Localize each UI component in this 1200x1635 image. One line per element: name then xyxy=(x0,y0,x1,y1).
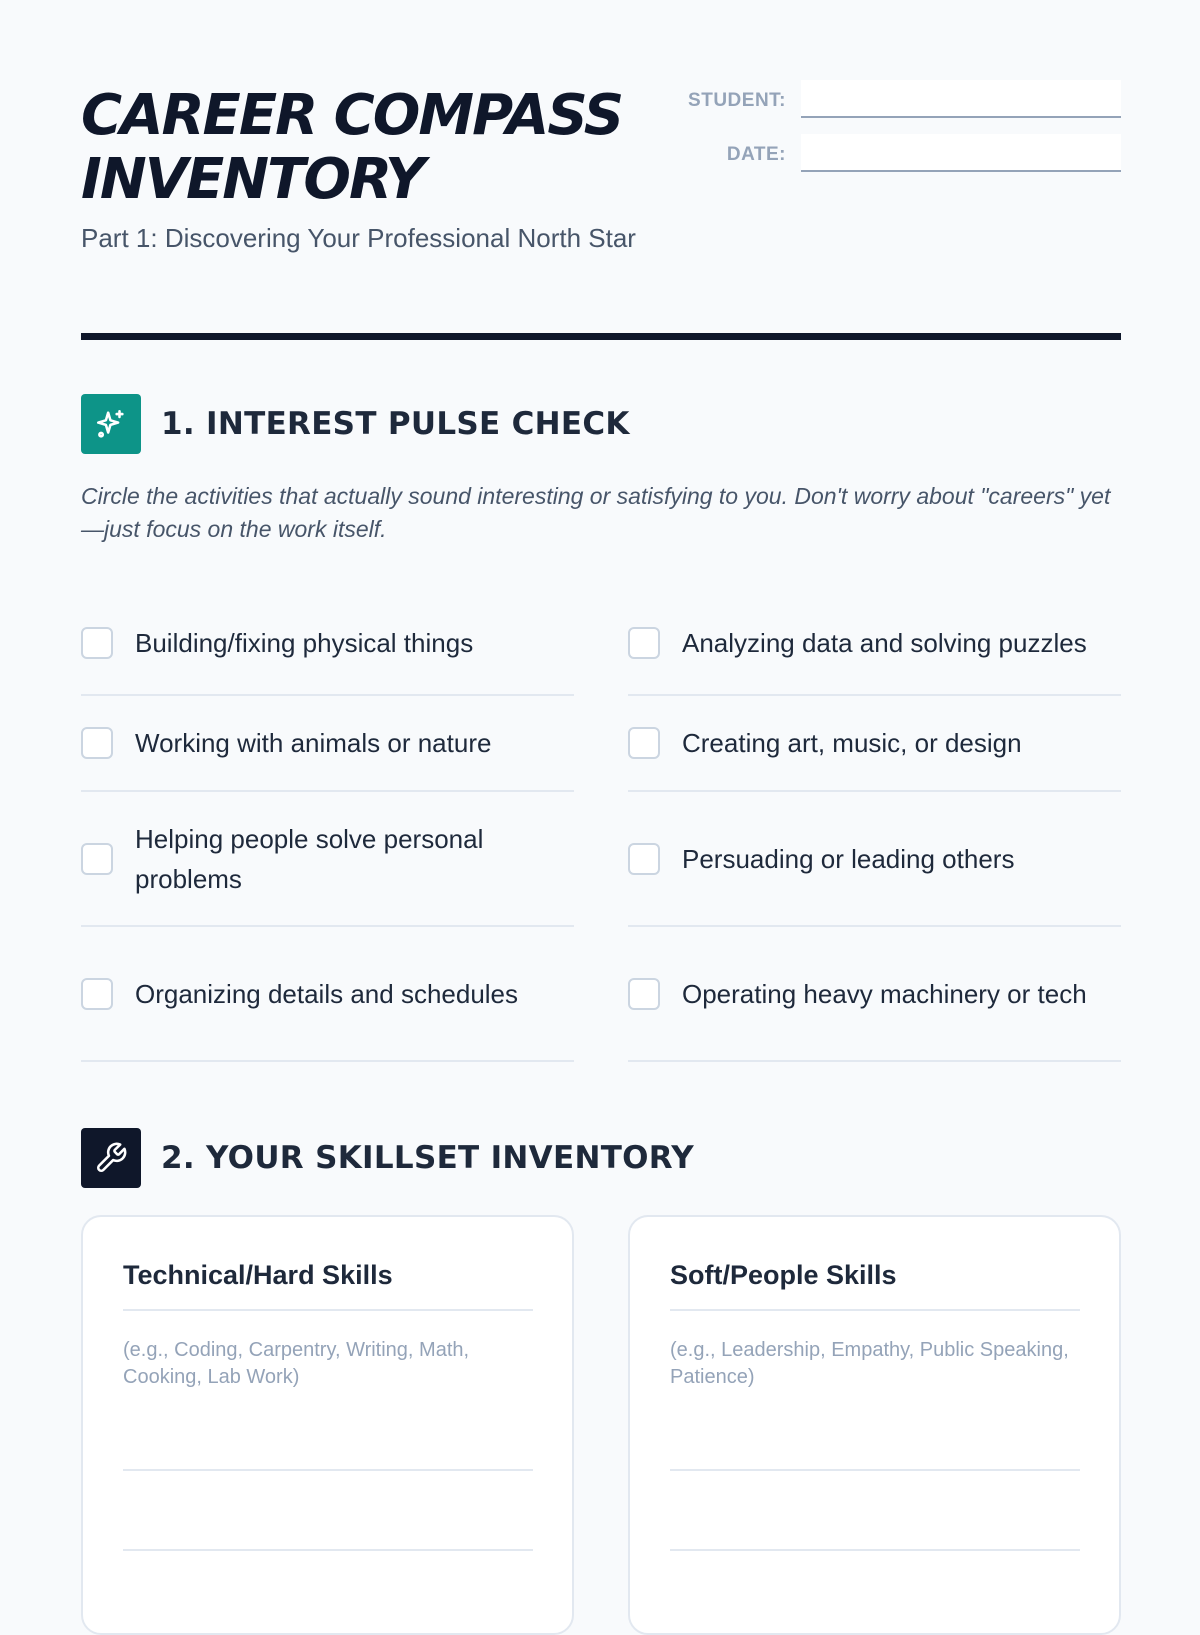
worksheet-header xyxy=(81,80,1121,290)
writing-line[interactable] xyxy=(123,1549,533,1551)
checkbox[interactable] xyxy=(628,978,660,1010)
writing-line[interactable] xyxy=(670,1549,1080,1551)
writing-line[interactable] xyxy=(123,1469,533,1471)
interest-option[interactable] xyxy=(81,592,574,696)
date-row xyxy=(681,134,1121,174)
student-name-field[interactable] xyxy=(801,80,1121,118)
interest-option-label: Building/fixing physical things xyxy=(135,628,474,658)
hard-skills-card xyxy=(81,1215,574,1635)
card-hint: (e.g., Leadership, Empathy, Public Speaking, Patience) xyxy=(670,1339,1069,1388)
interest-option-label: Operating heavy machinery or tech xyxy=(682,978,1087,1009)
writing-line[interactable] xyxy=(670,1469,1080,1471)
date-field[interactable] xyxy=(801,134,1121,172)
checkbox[interactable] xyxy=(81,978,113,1010)
interest-option[interactable] xyxy=(81,927,574,1062)
section-interest-header xyxy=(81,394,1121,454)
date-label: DATE: xyxy=(726,144,786,165)
interest-instructions: Circle the activities that actually sound interesting or satisfying to you. Don't worry about "careers" yet—just focus on the work itself. xyxy=(81,483,1111,542)
title-line-1: CAREER COMPASS xyxy=(81,83,623,148)
wrench-icon xyxy=(81,1128,141,1188)
card-title: Soft/People Skills xyxy=(670,1260,897,1290)
interest-option-label: Analyzing data and solving puzzles xyxy=(682,628,1087,658)
interest-option-label: Persuading or leading others xyxy=(682,843,1015,874)
interest-option-label: Helping people solve personal problems xyxy=(135,823,484,894)
checkbox[interactable] xyxy=(628,843,660,875)
checkbox[interactable] xyxy=(81,843,113,875)
title-line-2: INVENTORY xyxy=(81,147,424,212)
checkbox[interactable] xyxy=(81,627,113,659)
checkbox[interactable] xyxy=(628,727,660,759)
soft-skills-card xyxy=(628,1215,1121,1635)
section-skills-header xyxy=(81,1128,1121,1188)
section-interest-title: 1. INTEREST PULSE CHECK xyxy=(161,406,630,442)
student-row xyxy=(681,80,1121,120)
card-hint: (e.g., Coding, Carpentry, Writing, Math, Cooking, Lab Work) xyxy=(123,1339,470,1388)
interest-option-label: Creating art, music, or design xyxy=(682,728,1022,758)
worksheet-subtitle: Part 1: Discovering Your Professional North Star xyxy=(81,223,636,253)
worksheet-title xyxy=(81,84,661,212)
card-divider xyxy=(123,1309,533,1311)
checkbox[interactable] xyxy=(81,727,113,759)
student-label: STUDENT: xyxy=(688,90,786,111)
header-divider xyxy=(81,333,1121,340)
interest-option[interactable] xyxy=(81,696,574,792)
card-title: Technical/Hard Skills xyxy=(123,1260,393,1290)
worksheet-page xyxy=(81,0,1121,1600)
interest-option[interactable] xyxy=(81,792,574,927)
section-skills-title: 2. YOUR SKILLSET INVENTORY xyxy=(161,1140,695,1176)
interest-option[interactable] xyxy=(628,927,1121,1062)
interest-option-label: Working with animals or nature xyxy=(135,728,492,758)
checkbox[interactable] xyxy=(628,627,660,659)
interest-option[interactable] xyxy=(628,792,1121,927)
interest-option-label: Organizing details and schedules xyxy=(135,978,519,1009)
interest-option[interactable] xyxy=(628,592,1121,696)
interest-option[interactable] xyxy=(628,696,1121,792)
sparkles-icon xyxy=(81,394,141,454)
card-divider xyxy=(670,1309,1080,1311)
